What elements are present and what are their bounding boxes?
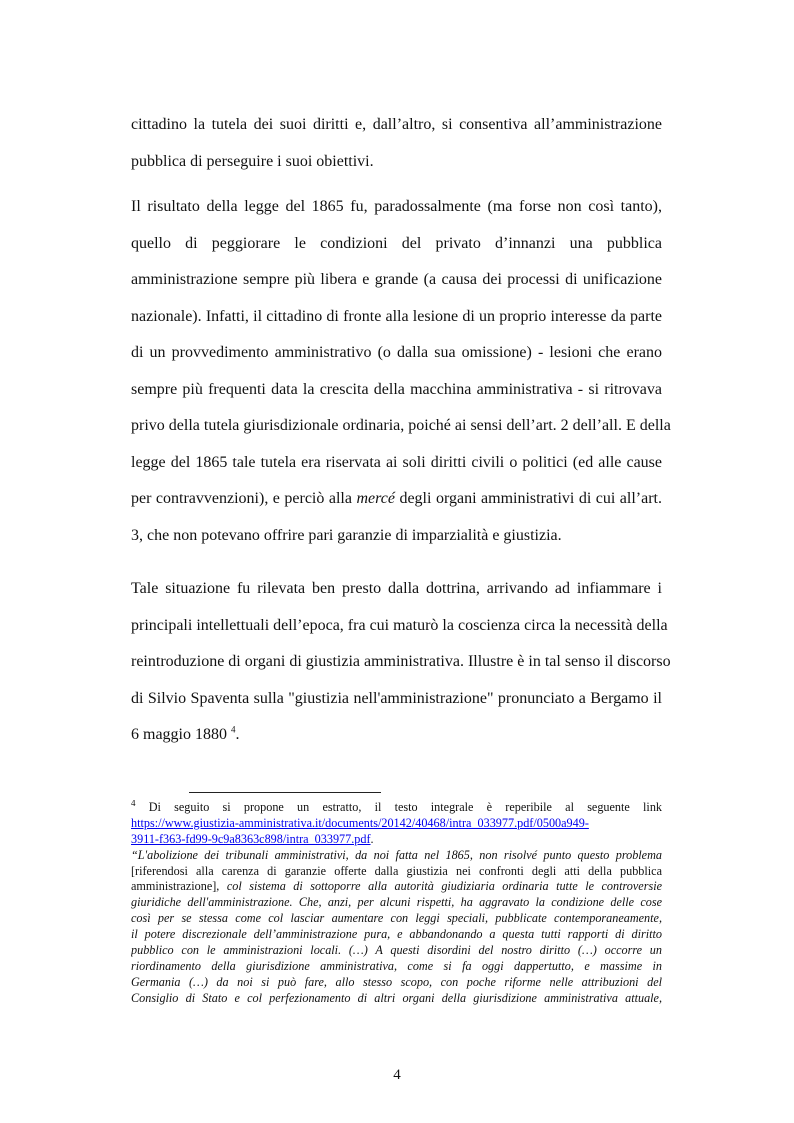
- footnote-line: [131, 816, 662, 832]
- text-line: nazionale). Infatti, il cittadino di fronte alla lesione di un proprio interesse da parte: [131, 307, 662, 325]
- footnote-quote-line: pubblico con le amministrazioni locali. (…) A questi disordini del nostro diritto (…) occorre un: [131, 943, 662, 958]
- footnote-link[interactable]: https://www.giustizia-amministrativa.it/documents/20142/40468/intra_033977.pdf/0500a949-: [131, 815, 589, 830]
- text-line: privo della tutela giurisdizionale ordinaria, poiché ai sensi dell’art. 2 dell’all. E della: [131, 417, 671, 434]
- footnote-link[interactable]: 3911-f363-fd99-9c9a8363c898/intra_033977.pdf: [131, 831, 371, 846]
- footnote-intro: Di seguito si propone un estratto, il testo integrale è reperibile al seguente link: [148, 800, 662, 814]
- page-number: 4: [393, 1067, 401, 1083]
- text-line: [131, 724, 662, 761]
- text-segment: .: [370, 831, 374, 846]
- footnote-quote-line: “L'abolizione dei tribunali amministrativi, da noi fatta nel 1865, non risolvé punto questo problema: [131, 847, 662, 862]
- text-line: [131, 488, 662, 525]
- text-segment: amministrazione]: [131, 879, 217, 894]
- text-line: Il risultato della legge del 1865 fu, paradossalmente (ma forse non così tanto),: [131, 198, 662, 215]
- footnote-quote-line: Germania (…) da noi si può fare, allo stesso scopo, con poche riforme nelle attribuzioni del: [131, 974, 662, 989]
- footnote-reference[interactable]: 4: [231, 724, 236, 735]
- text-line: sempre più frequenti data la crescita della macchina amministrativa - si ritrovava: [131, 380, 662, 398]
- text-segment: 6 maggio 1880: [131, 726, 227, 743]
- text-line: di Silvio Spaventa sulla "giustizia nell'amministrazione" pronunciato a Bergamo il: [131, 689, 662, 707]
- footnote-4: [131, 800, 662, 1007]
- text-line: reintroduzione di organi di giustizia amministrativa. Illustre è in tal senso il discorso: [131, 653, 671, 670]
- footnote-line: [131, 800, 662, 816]
- footnote-quote-line: riordinamento della giurisdizione amministrativa, come si fa oggi dappertutto, e massime in: [131, 958, 662, 973]
- footnote-quote-line: giuridiche dell'amministrazione. Che, anzi, per alcuni rispetti, ha aggravato la condizione delle cose: [131, 895, 662, 910]
- footnote-quote-line: il potere discrezionale dell’amministrazione pura, e abbandonando a questa tutti rapporti di diritto: [131, 927, 662, 942]
- text-segment: per contravvenzioni), e perciò alla: [131, 490, 357, 507]
- paragraph-3: [131, 578, 671, 761]
- text-segment: .: [235, 726, 240, 743]
- footnote-number: 4: [131, 800, 136, 808]
- text-line: legge del 1865 tale tutela era riservata ai soli diritti civili o politici (ed alle cause: [131, 453, 662, 471]
- italic-term: mercé: [356, 490, 395, 507]
- text-line: di un provvedimento amministrativo (o dalla sua omissione) - lesioni che erano: [131, 344, 662, 361]
- footnote-line: [131, 832, 662, 848]
- footnote-line: [131, 879, 662, 895]
- text-line: pubblica di perseguire i suoi obiettivi.: [131, 152, 374, 170]
- text-segment: , col sistema di sottoporre alla autorità giudiziaria ordinaria tutte le controversie: [216, 879, 662, 894]
- text-line: quello di peggiorare le condizioni del privato d’innanzi una pubblica: [131, 234, 662, 252]
- footnote-divider: [189, 792, 381, 793]
- footnote-quote-line: Consiglio di Stato e col perfezionamento di altri organi della giurisdizione amministrativa attuale,: [131, 990, 662, 1005]
- paragraph-2: [131, 196, 671, 561]
- text-line: Tale situazione fu rilevata ben presto dalla dottrina, arrivando ad infiammare i: [131, 580, 662, 597]
- footnote-quote-line: così per se stessa come col lasciar aumentare con leggi speciali, pubblicate contemporaneamente,: [131, 911, 662, 926]
- text-segment: degli organi amministrativi di cui all’art.: [394, 490, 663, 507]
- text-line: amministrazione sempre più libera e grande (a causa dei processi di unificazione: [131, 271, 662, 288]
- paragraph-1: [131, 114, 662, 187]
- footnote-line: [riferendosi alla carenza di garanzie offerte dalla giustizia nei confronti degli atti della pubblica: [131, 863, 662, 878]
- text-line: principali intellettuali dell’epoca, fra cui maturò la coscienza circa la necessità della: [131, 616, 668, 634]
- text-line: cittadino la tutela dei suoi diritti e, dall’altro, si consentiva all’amministrazione: [131, 116, 662, 133]
- text-line: 3, che non potevano offrire pari garanzie di imparzialità e giustizia.: [131, 526, 562, 544]
